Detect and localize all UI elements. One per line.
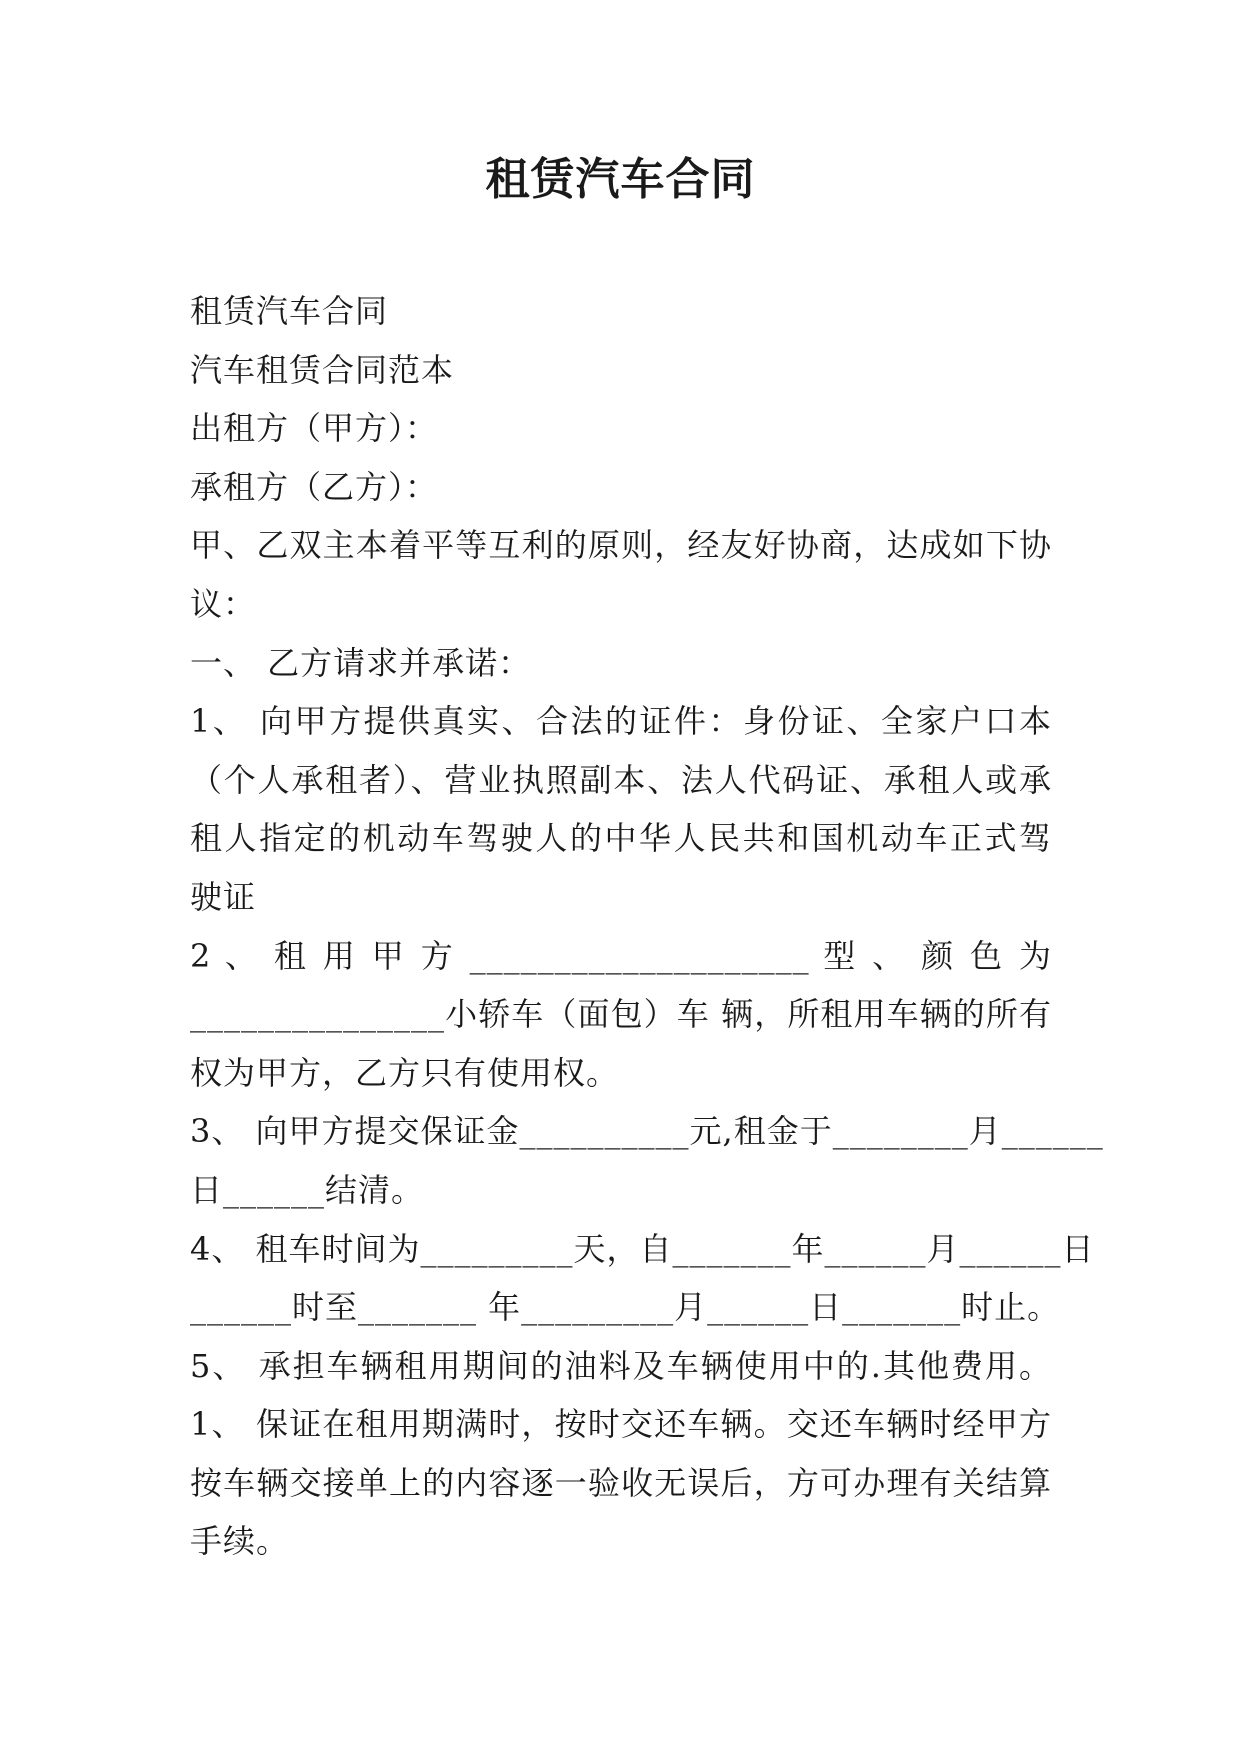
body-line: 驶证 bbox=[190, 877, 257, 916]
body-line: 租人指定的机动车驾驶人的中华人民共和国机动车正式驾 bbox=[190, 819, 1052, 858]
body-line: 一、 乙方请求并承诺： bbox=[190, 643, 532, 682]
body-line: 手续。 bbox=[190, 1522, 290, 1561]
body-line: _______________小轿车（面包）车 辆，所租用车辆的所有 bbox=[190, 995, 1052, 1034]
document-title: 租赁汽车合同 bbox=[485, 154, 756, 205]
body-line: 日______结清。 bbox=[190, 1170, 425, 1209]
body-line: 出租方（甲方）： bbox=[190, 409, 439, 448]
body-line: 4、 租车时间为_________天，自_______年______月______日 bbox=[190, 1229, 1095, 1268]
body-line: 2 、 租 用 甲 方 ____________________ 型 、 颜 色 为 bbox=[190, 936, 1052, 975]
document-body bbox=[190, 282, 1104, 1571]
body-line: 按车辆交接单上的内容逐一验收无误后，方可办理有关结算 bbox=[190, 1463, 1052, 1502]
body-line: （个人承租者）、营业执照副本、法人代码证、承租人或承 bbox=[190, 760, 1052, 799]
body-line: 承租方（乙方）： bbox=[190, 467, 439, 506]
body-line: 3、 向甲方提交保证金__________元,租金于________月______ bbox=[190, 1112, 1104, 1151]
body-line: 权为甲方，乙方只有使用权。 bbox=[190, 1053, 620, 1092]
body-line: 汽车租赁合同范本 bbox=[190, 350, 455, 389]
body-line: 甲、乙双主本着平等互利的原则，经友好协商，达成如下协 bbox=[190, 526, 1052, 565]
body-line: 租赁汽车合同 bbox=[190, 292, 389, 330]
body-line: 5、 承担车辆租用期间的油料及车辆使用中的.其他费用。 bbox=[190, 1346, 1052, 1385]
body-line: 1、 保证在租用期满时，按时交还车辆。交还车辆时经甲方 bbox=[190, 1405, 1052, 1444]
body-line: 1、 向甲方提供真实、合法的证件：身份证、全家户口本 bbox=[190, 702, 1052, 741]
body-line: ______时至_______ 年_________月______日_______时止。 bbox=[190, 1288, 1061, 1327]
body-line: 议： bbox=[190, 584, 257, 623]
